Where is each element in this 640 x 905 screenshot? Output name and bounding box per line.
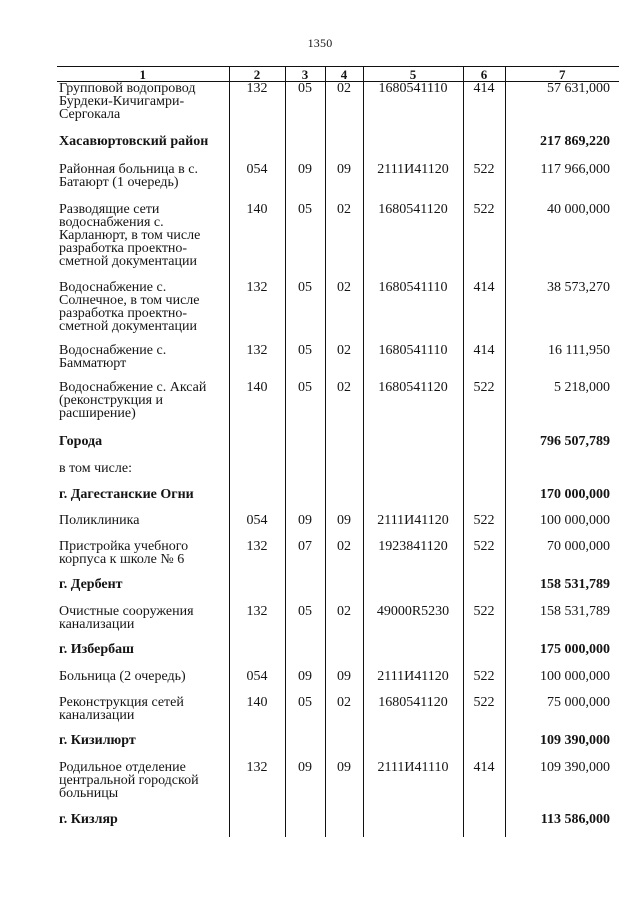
section-code-cell: [285, 435, 325, 462]
admin-code-cell: 132: [229, 82, 285, 136]
row-name-cell: Родильное отделение центральной городской больницы: [59, 760, 199, 801]
section-code-cell: 09: [285, 761, 325, 813]
section-code-cell: [285, 578, 325, 605]
admin-code-cell: [229, 135, 285, 163]
subsection-code-cell: [325, 734, 363, 761]
table-row: [57, 578, 619, 605]
amount-cell: 158 531,789: [505, 578, 619, 605]
subsection-code-cell: 02: [325, 344, 363, 381]
row-name-cell: Очистные сооружения канализации: [59, 604, 194, 632]
target-code-cell: 2111И41120: [363, 163, 463, 203]
admin-code-cell: 140: [229, 203, 285, 281]
expense-type-cell: 522: [463, 670, 505, 696]
admin-code-cell: 140: [229, 381, 285, 435]
table-row: [57, 381, 619, 435]
admin-code-cell: [229, 435, 285, 462]
section-code-cell: [285, 813, 325, 837]
subsection-code-cell: [325, 488, 363, 514]
section-code-cell: 05: [285, 605, 325, 643]
page-number: 1350: [307, 36, 333, 50]
amount-cell: 109 390,000: [505, 761, 619, 813]
amount-cell: 75 000,000: [505, 696, 619, 734]
table-row: [57, 435, 619, 462]
target-code-cell: 2111И41120: [363, 670, 463, 696]
target-code-cell: 1680541110: [363, 82, 463, 136]
target-code-cell: 1680541120: [363, 203, 463, 281]
target-code-cell: 2111И41110: [363, 761, 463, 813]
section-code-cell: 05: [285, 381, 325, 435]
subsection-code-cell: 02: [325, 203, 363, 281]
admin-code-cell: [229, 578, 285, 605]
admin-code-cell: [229, 734, 285, 761]
section-code-cell: 09: [285, 670, 325, 696]
target-code-cell: 1680541120: [363, 696, 463, 734]
header-row: [57, 67, 619, 82]
subsection-code-cell: [325, 435, 363, 462]
section-code-cell: [285, 643, 325, 670]
table-row: [57, 281, 619, 344]
table-row: [57, 514, 619, 540]
admin-code-cell: [229, 813, 285, 837]
expense-type-cell: [463, 462, 505, 488]
table-row: [57, 135, 619, 163]
subsection-code-cell: 02: [325, 605, 363, 643]
amount-cell: 16 111,950: [505, 344, 619, 381]
subsection-code-cell: 02: [325, 381, 363, 435]
amount-cell: 100 000,000: [505, 514, 619, 540]
column-header: 2: [229, 67, 285, 82]
table-row: [57, 344, 619, 381]
row-name-cell: г. Кизляр: [59, 812, 118, 827]
subsection-code-cell: 09: [325, 761, 363, 813]
amount-cell: 175 000,000: [505, 643, 619, 670]
amount-cell: 170 000,000: [505, 488, 619, 514]
subsection-code-cell: 02: [325, 696, 363, 734]
amount-cell: 113 586,000: [505, 813, 619, 837]
section-code-cell: 05: [285, 281, 325, 344]
row-name-cell: Водоснабжение с. Аксай (реконструкция и расширение): [59, 380, 207, 421]
row-name-cell: Пристройка учебного корпуса к школе № 6: [59, 539, 189, 567]
admin-code-cell: 054: [229, 514, 285, 540]
table-row: [57, 540, 619, 578]
expense-type-cell: [463, 578, 505, 605]
table-row: [57, 670, 619, 696]
amount-cell: 158 531,789: [505, 605, 619, 643]
expense-type-cell: 522: [463, 163, 505, 203]
subsection-code-cell: 09: [325, 514, 363, 540]
amount-cell: 40 000,000: [505, 203, 619, 281]
section-code-cell: [285, 462, 325, 488]
row-name-cell: Больница (2 очередь): [59, 669, 186, 684]
section-code-cell: 09: [285, 163, 325, 203]
row-name-cell: Разводящие сети водоснабжения с. Карланюрт, в том числе разработка проектно-сметной документации: [59, 202, 201, 269]
row-name-cell: Поликлиника: [59, 513, 140, 528]
column-header: 7: [505, 67, 619, 82]
target-code-cell: [363, 488, 463, 514]
column-header: 3: [285, 67, 325, 82]
expense-type-cell: 522: [463, 203, 505, 281]
row-name-cell: г. Дербент: [59, 577, 123, 592]
target-code-cell: [363, 643, 463, 670]
row-name-cell: Водоснабжение с. Бамматюрт: [59, 343, 167, 371]
expense-type-cell: 522: [463, 605, 505, 643]
section-code-cell: [285, 734, 325, 761]
expense-type-cell: [463, 135, 505, 163]
target-code-cell: [363, 734, 463, 761]
amount-cell: 70 000,000: [505, 540, 619, 578]
table-row: [57, 488, 619, 514]
target-code-cell: [363, 578, 463, 605]
subsection-code-cell: 02: [325, 281, 363, 344]
amount-cell: 109 390,000: [505, 734, 619, 761]
admin-code-cell: 054: [229, 163, 285, 203]
row-name-cell: Хасавюртовский район: [59, 134, 209, 149]
admin-code-cell: 140: [229, 696, 285, 734]
section-code-cell: 05: [285, 696, 325, 734]
table-row: [57, 605, 619, 643]
target-code-cell: 49000R5230: [363, 605, 463, 643]
target-code-cell: 2111И41120: [363, 514, 463, 540]
admin-code-cell: 132: [229, 344, 285, 381]
amount-cell: 217 869,220: [505, 135, 619, 163]
target-code-cell: 1923841120: [363, 540, 463, 578]
subsection-code-cell: [325, 135, 363, 163]
subsection-code-cell: [325, 813, 363, 837]
admin-code-cell: [229, 462, 285, 488]
target-code-cell: 1680541120: [363, 381, 463, 435]
column-header: 4: [325, 67, 363, 82]
subsection-code-cell: [325, 462, 363, 488]
amount-cell: 100 000,000: [505, 670, 619, 696]
row-name-cell: в том числе:: [59, 461, 132, 476]
section-code-cell: [285, 488, 325, 514]
target-code-cell: 1680541110: [363, 344, 463, 381]
expense-type-cell: 414: [463, 281, 505, 344]
expense-type-cell: 414: [463, 344, 505, 381]
subsection-code-cell: [325, 578, 363, 605]
expense-type-cell: [463, 643, 505, 670]
admin-code-cell: 132: [229, 540, 285, 578]
column-header: 6: [463, 67, 505, 82]
table-row: [57, 643, 619, 670]
expense-type-cell: 522: [463, 696, 505, 734]
amount-cell: [505, 462, 619, 488]
table-row: [57, 696, 619, 734]
expense-type-cell: 414: [463, 761, 505, 813]
admin-code-cell: [229, 488, 285, 514]
table-row: [57, 163, 619, 203]
expense-type-cell: [463, 734, 505, 761]
row-name-cell: Районная больница в с. Батаюрт (1 очередь): [59, 162, 198, 190]
expense-type-cell: 522: [463, 514, 505, 540]
subsection-code-cell: 02: [325, 82, 363, 136]
row-name-cell: Водоснабжение с. Солнечное, в том числе разработка проектно-сметной документации: [59, 280, 200, 334]
expense-type-cell: [463, 435, 505, 462]
row-name-cell: Реконструкция сетей канализации: [59, 695, 184, 723]
section-code-cell: 09: [285, 514, 325, 540]
budget-table: [57, 66, 619, 837]
amount-cell: 117 966,000: [505, 163, 619, 203]
target-code-cell: [363, 813, 463, 837]
amount-cell: 796 507,789: [505, 435, 619, 462]
table-row: [57, 203, 619, 281]
table-row: [57, 462, 619, 488]
row-name-cell: г. Кизилюрт: [59, 733, 136, 748]
subsection-code-cell: 09: [325, 163, 363, 203]
section-code-cell: 05: [285, 344, 325, 381]
expense-type-cell: 414: [463, 82, 505, 136]
expense-type-cell: [463, 813, 505, 837]
column-header: 5: [363, 67, 463, 82]
target-code-cell: [363, 435, 463, 462]
section-code-cell: 07: [285, 540, 325, 578]
target-code-cell: [363, 135, 463, 163]
row-name-cell: г. Дагестанские Огни: [59, 487, 194, 502]
admin-code-cell: 132: [229, 605, 285, 643]
target-code-cell: [363, 462, 463, 488]
table-row: [57, 734, 619, 761]
table-row: [57, 82, 619, 136]
admin-code-cell: 054: [229, 670, 285, 696]
section-code-cell: [285, 135, 325, 163]
subsection-code-cell: 09: [325, 670, 363, 696]
row-name-cell: г. Избербаш: [59, 642, 134, 657]
admin-code-cell: [229, 643, 285, 670]
amount-cell: 38 573,270: [505, 281, 619, 344]
expense-type-cell: 522: [463, 540, 505, 578]
admin-code-cell: 132: [229, 281, 285, 344]
row-name-cell: Города: [59, 434, 103, 449]
subsection-code-cell: 02: [325, 540, 363, 578]
subsection-code-cell: [325, 643, 363, 670]
row-name-cell: Групповой водопровод Бурдеки-Кичигамри-Сергокала: [59, 81, 196, 122]
expense-type-cell: 522: [463, 381, 505, 435]
admin-code-cell: 132: [229, 761, 285, 813]
target-code-cell: 1680541110: [363, 281, 463, 344]
expense-type-cell: [463, 488, 505, 514]
table-row: [57, 761, 619, 813]
section-code-cell: 05: [285, 82, 325, 136]
column-header: 1: [57, 67, 229, 82]
section-code-cell: 05: [285, 203, 325, 281]
table-row: [57, 813, 619, 837]
amount-cell: 57 631,000: [505, 82, 619, 136]
amount-cell: 5 218,000: [505, 381, 619, 435]
